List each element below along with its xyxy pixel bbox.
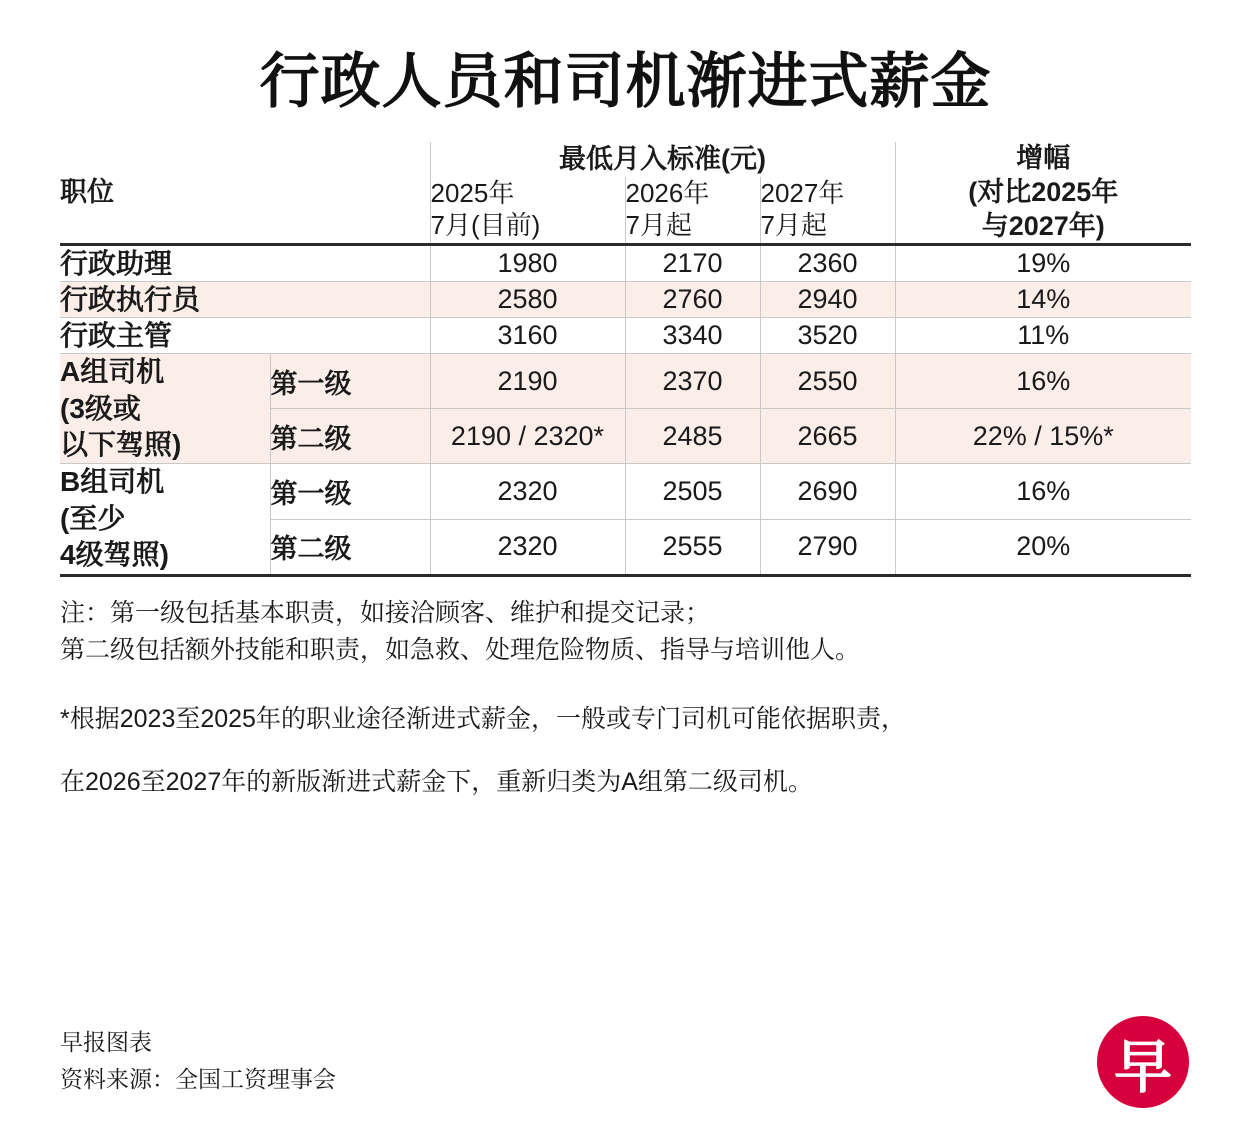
row-role-line1: A组司机 <box>60 356 165 388</box>
row-2025: 2320 <box>430 519 625 574</box>
header-wage-group: 最低月入标准(元) <box>430 142 895 177</box>
row-2027: 2665 <box>760 409 895 464</box>
row-role-line3: 以下驾照) <box>60 429 182 461</box>
row-2026: 2370 <box>625 354 760 409</box>
subheader-2027-line2: 7月起 <box>760 210 827 241</box>
row-role-line3: 4级驾照) <box>60 539 169 571</box>
subheader-2026-line1: 2026年 <box>625 178 710 209</box>
wage-table <box>60 142 1191 574</box>
row-2026: 2505 <box>625 464 760 519</box>
subheader-2027 <box>760 177 895 245</box>
row-increase: 19% <box>895 245 1191 282</box>
row-2027: 3520 <box>760 318 895 354</box>
row-2027: 2690 <box>760 464 895 519</box>
header-increase <box>895 142 1191 245</box>
row-2025: 2190 / 2320* <box>430 409 625 464</box>
row-role-group-a <box>60 354 270 464</box>
footer-credits <box>60 1024 336 1098</box>
header-increase-line1: 增幅 <box>1016 143 1071 173</box>
table-row <box>60 464 1191 519</box>
subheader-2025-line1: 2025年 <box>430 178 515 209</box>
row-increase: 14% <box>895 282 1191 318</box>
row-role-line1: B组司机 <box>60 466 165 498</box>
footnote-line-1: *根据2023至2025年的职业途径渐进式薪金，一般或专门司机可能依据职责， <box>60 704 906 733</box>
row-tier: 第二级 <box>270 519 430 574</box>
row-increase: 20% <box>895 519 1191 574</box>
row-increase: 16% <box>895 464 1191 519</box>
row-increase: 11% <box>895 318 1191 354</box>
row-tier: 第一级 <box>270 464 430 519</box>
row-role-group-b <box>60 464 270 574</box>
row-role-line2: (至少 <box>60 502 126 534</box>
row-2026: 2170 <box>625 245 760 282</box>
subheader-2025 <box>430 177 625 245</box>
row-2025: 2190 <box>430 354 625 409</box>
row-2027: 2790 <box>760 519 895 574</box>
table-row <box>60 245 1191 282</box>
table-row <box>60 282 1191 318</box>
infographic-page <box>0 34 1251 1134</box>
row-2027: 2360 <box>760 245 895 282</box>
row-role: 行政助理 <box>60 245 430 282</box>
row-2027: 2550 <box>760 354 895 409</box>
footnote-line-2: 在2026至2027年的新版渐进式薪金下，重新归类为A组第二级司机。 <box>60 768 813 797</box>
subheader-2025-line2: 7月(目前) <box>430 210 541 241</box>
table-row <box>60 318 1191 354</box>
note-line-2: 第二级包括额外技能和职责，如急救、处理危险物质、指导与培训他人。 <box>60 636 861 665</box>
footnote-block <box>60 700 1191 803</box>
row-increase: 22% / 15%* <box>895 409 1191 464</box>
header-increase-line2: (对比2025年 <box>968 176 1119 207</box>
row-role: 行政执行员 <box>60 282 430 318</box>
credit-text: 早报图表 <box>60 1029 152 1056</box>
row-tier: 第一级 <box>270 354 430 409</box>
row-2027: 2940 <box>760 282 895 318</box>
subheader-2026-line2: 7月起 <box>625 210 692 241</box>
header-increase-line3: 与2027年) <box>981 210 1105 241</box>
row-2025: 1980 <box>430 245 625 282</box>
row-2025: 2580 <box>430 282 625 318</box>
row-2025: 2320 <box>430 464 625 519</box>
row-tier: 第二级 <box>270 409 430 464</box>
table-row <box>60 354 1191 409</box>
row-increase: 16% <box>895 354 1191 409</box>
source-text: 资料来源：全国工资理事会 <box>60 1066 336 1093</box>
table-bottom-divider <box>60 574 1191 577</box>
table-header-row <box>60 142 1191 177</box>
row-2026: 2485 <box>625 409 760 464</box>
notes-block <box>60 595 1191 670</box>
note-line-1: 注：第一级包括基本职责，如接洽顾客、维护和提交记录； <box>60 598 711 627</box>
row-2025: 3160 <box>430 318 625 354</box>
row-2026: 2555 <box>625 519 760 574</box>
header-position: 职位 <box>60 176 114 207</box>
row-role: 行政主管 <box>60 318 430 354</box>
row-2026: 3340 <box>625 318 760 354</box>
row-role-line2: (3级或 <box>60 392 141 424</box>
subheader-2027-line1: 2027年 <box>760 178 845 209</box>
zaobao-logo: 早 <box>1097 1016 1189 1108</box>
subheader-2026 <box>625 177 760 245</box>
page-title: 行政人员和司机渐进式薪金 <box>259 48 992 115</box>
row-2026: 2760 <box>625 282 760 318</box>
